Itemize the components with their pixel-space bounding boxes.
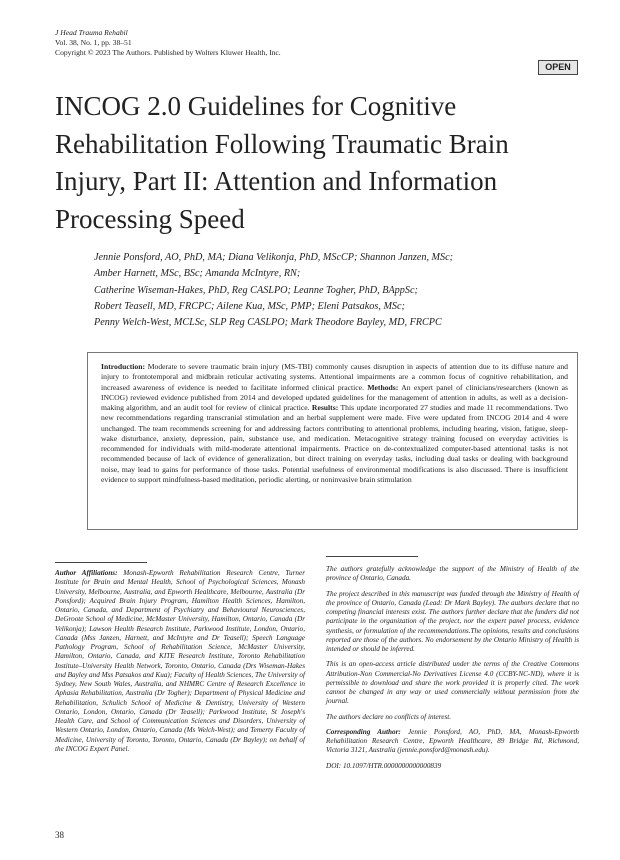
- author-affiliations: [55, 569, 305, 760]
- journal-header: [55, 28, 281, 58]
- footnote-rule-left: [55, 562, 147, 563]
- open-access-badge: OPEN: [538, 60, 578, 75]
- corresponding-text: Jennie Ponsford, AO, PhD, MA, Monash-Epworth Rehabilitation Research Centre, Epworth Healthcare, 89 Bridge Rd, Richmond, Victoria 3121, Australia (jennie.ponsford@monash.edu).: [326, 727, 580, 755]
- methods-text: An expert panel of clinicians/researchers (known as INCOG) reviewed evidence published from 2014 and developed updated guidelines for the management of attention in adults, as well as a decision-making algorithm, and an audit tool for review of clinical practice.: [101, 382, 568, 412]
- article-notes: [326, 565, 579, 777]
- author-list: [94, 250, 574, 331]
- affiliations-text: Monash-Epworth Rehabilitation Research Centre, Turner Institute for Brain and Mental Health, School of Psychological Sciences, Monash University, Melbourne, Australia, and Epworth Healthcare, Melbourne, Australia (Dr Ponsford); Acquired Brain Injury Program, Hamilton Health Sciences, Hamilton, Ontario, Canada, and Department of Psychiatry and Behavioural Neurosciences, DeGroote School of Medicine, McMaster University, Hamilton, Ontario, Canada (Dr Velikonja); Lawson Health Research Institute, Parkwood Institute, London, Ontario, Canada (Mss Janzen, Harnett, and McIntyre and Dr Teasell); Speech Language Pathology Program, School of Rehabilitation Science, McMaster University, Hamilton, Ontario, Canada, and KITE Research Institute, Toronto Rehabilitation Institute–University Health Network, Toronto, Ontario, Canada (Drs Wiseman-Hakes and Bayley and Mss Patsakos and Kua); Faculty of Health Sciences, The University of Sydney, New South Wales, Australia, and NHMRC Centre of Research Excellence in Aphasia Rehabilitation, Australia (Dr Togher); Department of Physical Medicine and Rehabilitation, Schulich School of Medicine & Dentistry, University of Western Ontario, London, Ontario, Canada (Dr Teasell); Parkwood Institute, St Joseph's Health Care, and School of Communication Sciences and Disorders, University of Western Ontario, London, Ontario, Canada (Ms Welch-West); and Temerty Faculty of Medicine, University of Toronto, Toronto, Ontario, Canada (Dr Bayley); on behalf of the INCOG Expert Panel.: [55, 569, 305, 753]
- abstract-box: [87, 352, 578, 530]
- copyright-line: Copyright © 2023 The Authors. Published by Wolters Kluwer Health, Inc.: [55, 48, 281, 57]
- author-line: Jennie Ponsford, AO, PhD, MA; Diana Velikonja, PhD, MScCP; Shannon Janzen, MSc;: [94, 252, 454, 263]
- author-line: Catherine Wiseman-Hakes, PhD, Reg CASLPO; Leanne Togher, PhD, BAppSc;: [94, 284, 418, 296]
- author-line: Robert Teasell, MD, FRCPC; Ailene Kua, MSc, PMP; Eleni Patsakos, MSc;: [94, 300, 405, 312]
- author-line: Penny Welch-West, MCLSc, SLP Reg CASLPO; Mark Theodore Bayley, MD, FRCPC: [94, 317, 442, 329]
- article-title: INCOG 2.0 Guidelines for Cognitive Rehabilitation Following Traumatic Brain Injury, Part II: Attention and Information Processing Speed: [55, 91, 509, 234]
- results-text: This update incorporated 27 studies and made 11 recommendations. Two new recommendations regarding transcranial stimulation and an herbal supplement were made. Five were updated from INCOG 2014 and 4 were unchanged. The team recommends screening for and addressing factors contributing to attentional problems, including hearing, vision, fatigue, sleep-wake disturbance, anxiety, depression, pain, substance use, and medication. Metacognitive strategy training focused on everyday activities is recommended for individuals with mild-moderate attentional impairments. Practice on de-contextualized computer-based attentional tasks is not recommended because of lack of evidence of generalization, but direct training on everyday tasks, including dual tasks or dealing with background noise, may lead to gains for performance of those tasks. Potential usefulness of environmental modifications is also discussed. There is insufficient evidence to support mindfulness-based meditation, periodic alerting, or noninvasive brain stimulation: [101, 403, 568, 484]
- funding-note: The project described in this manuscript was funded through the Ministry of Health of the province of Ontario, Canada (Lead: Dr Mark Bayley). The authors declare that no competing financial interests exist. The authors further declare that the funders did not participate in the organization of the project, nor the expert panel process, evidence synthesis, or formulation of the recommendations.The opinions, results and conclusions reported are those of the authors. No endorsement by the Ontario Ministry of Health is intended or should be inferred.: [326, 589, 579, 653]
- conflicts-note: The authors declare no conflicts of interest.: [326, 712, 452, 721]
- doi-link[interactable]: DOI: 10.1097/HTR.0000000000000839: [326, 761, 442, 770]
- volume-info: Vol. 38, No. 1, pp. 38–51: [55, 38, 132, 47]
- methods-label: Methods:: [367, 382, 399, 392]
- corresponding-label: Corresponding Author:: [326, 727, 401, 736]
- results-label: Results:: [311, 403, 339, 412]
- acknowledgement-note: The authors gratefully acknowledge the support of the Ministry of Health of the province of Ontario, Canada.: [326, 565, 579, 583]
- intro-label: Introduction:: [101, 362, 146, 371]
- footnote-rule-right: [326, 556, 418, 557]
- journal-name: J Head Trauma Rehabil: [55, 28, 128, 37]
- page-number: 38: [55, 830, 64, 840]
- intro-text: Moderate to severe traumatic brain injury (MS-TBI) commonly causes disruption in aspects of attention due to its diffuse nature and injury to frontotemporal and midbrain reticular activating systems. Attentional impairments are a common focus of cognitive rehabilitation, and increased awareness of evidence is needed to facilitate informed clinical practice.: [101, 362, 568, 392]
- license-note: This is an open-access article distributed under the terms of the Creative Commons Attribution-Non Commercial-No Derivatives License 4.0 (CCBY-NC-ND), where it is permissible to download and share the work provided it is properly cited. The work cannot be changed in any way or used commercially without permission from the journal.: [326, 660, 579, 706]
- author-line: Amber Harnett, MSc, BSc; Amanda McIntyre, RN;: [94, 268, 301, 280]
- affiliations-label: Author Affiliations:: [55, 569, 118, 577]
